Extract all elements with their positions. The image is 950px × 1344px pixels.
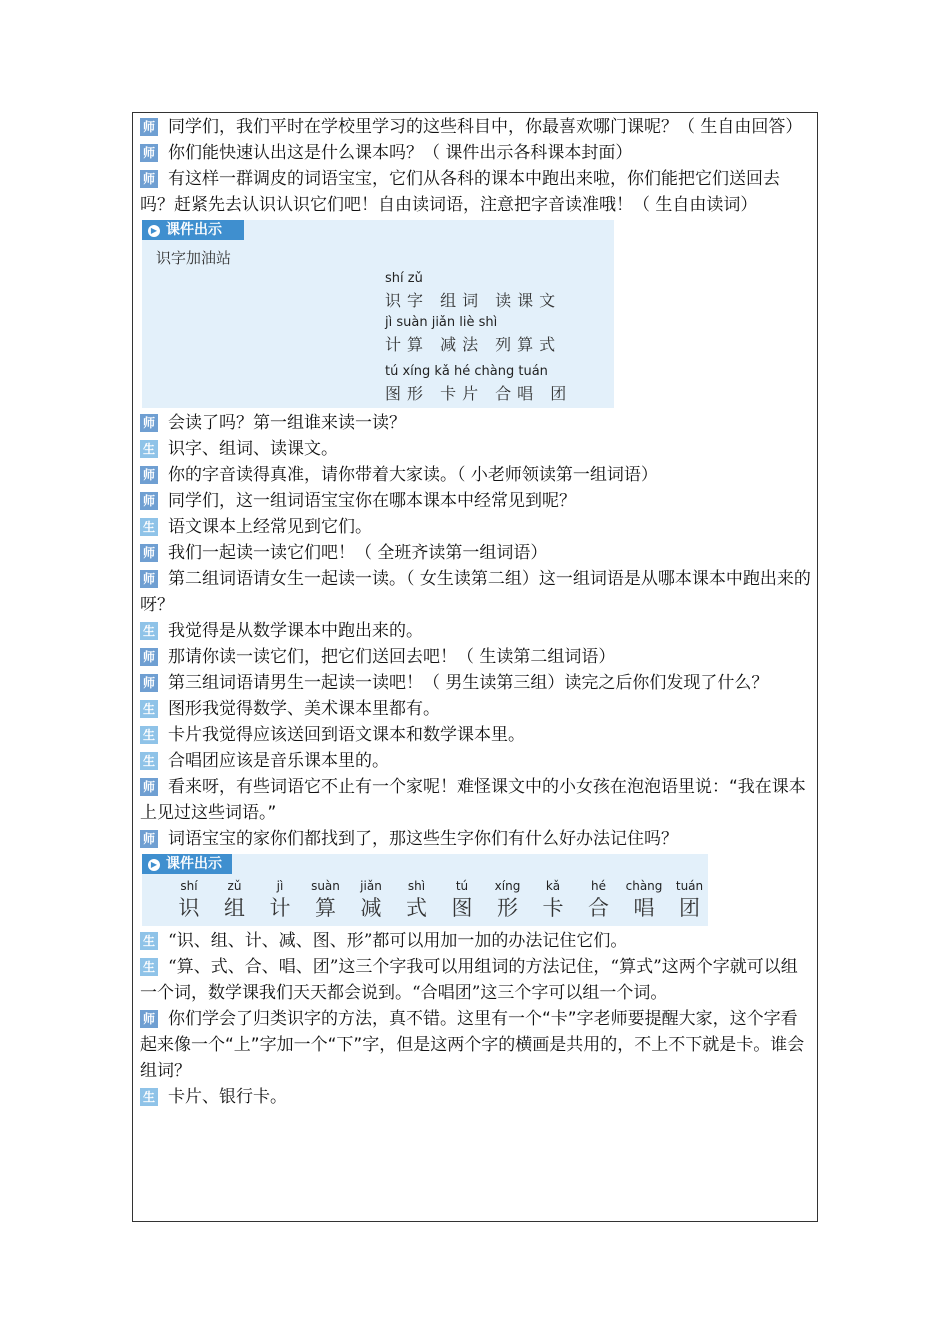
dialog-line: 生 图形我觉得数学、美术课本里都有。 [140, 696, 812, 722]
dialog-line: 师 那请你读一读它们，把它们送回去吧！（ 生读第二组词语） [140, 644, 812, 670]
dialog-line: 生 “算、式、合、唱、团”这三个字我可以用组词的方法记住，“算式”这两个字就可以组一个词，数学课我们天天都会说到。“合唱团”这三个字可以组一个词。 [140, 957, 798, 1003]
dialog-line: 师 同学们，我们平时在学校里学习的这些科目中，你最喜欢哪门课呢？（ 生自由回答） [140, 114, 812, 140]
dialog-line: 师 你们学会了归类识字的方法，真不错。这里有一个“卡”字老师要提醒大家，这个字看起来像一个“上”字加一个“下”字，但是这两个字的横画是共用的，不上不下就是卡。谁会组词？ [140, 1009, 805, 1081]
dialog-line: 生 卡片我觉得应该送回到语文课本和数学课本里。 [140, 722, 812, 748]
char-hanzi: 合 [588, 896, 609, 920]
student-badge: 生 [140, 726, 158, 744]
teacher-badge: 师 [140, 118, 158, 136]
char-hanzi: 识 [178, 896, 200, 920]
hanzi-row: 识字 组词 读课文 [385, 291, 562, 310]
teacher-badge: 师 [140, 466, 158, 484]
char-card [212, 878, 258, 922]
student-badge: 生 [140, 1088, 158, 1106]
char-card [485, 878, 531, 922]
dialog-block-2 [140, 928, 812, 1110]
char-card [166, 878, 212, 922]
courseware-panel-chars [142, 854, 708, 926]
char-card [576, 878, 622, 922]
pinyin-row: shí zǔ [385, 271, 423, 286]
dialog-line: 生 卡片、银行卡。 [140, 1084, 812, 1110]
student-badge: 生 [140, 440, 158, 458]
teacher-badge: 师 [140, 648, 158, 666]
char-card [303, 878, 349, 922]
student-badge: 生 [140, 752, 158, 770]
dialog-line: 师 有这样一群调皮的词语宝宝，它们从各科的课本中跑出来啦，你们能把它们送回去吗？赶紧先去认识认识它们吧！自由读词语，注意把字音读准哦！（ 生自由读词） [140, 169, 780, 215]
play-icon: ▶ [148, 859, 160, 871]
char-pinyin: shì [407, 879, 426, 893]
dialog-line: 师 第二组词语请女生一起读一读。（ 女生读第二组）这一组词语是从哪本课本中跑出来的呀？ [140, 569, 811, 615]
student-badge: 生 [140, 958, 158, 976]
teacher-badge: 师 [140, 144, 158, 162]
char-pinyin: chàng [625, 879, 663, 893]
char-hanzi: 形 [497, 896, 518, 920]
char-hanzi: 算 [315, 896, 336, 920]
teacher-badge: 师 [140, 414, 158, 432]
char-pinyin: suàn [311, 879, 340, 893]
char-card [348, 878, 394, 922]
teacher-badge: 师 [140, 674, 158, 692]
char-card [530, 878, 576, 922]
student-badge: 生 [140, 518, 158, 536]
dialog-line: 师 会读了吗？第一组谁来读一读？ [140, 410, 812, 436]
char-hanzi: 团 [679, 896, 700, 920]
word-group-1 [385, 270, 561, 311]
dialog-line: 师 我们一起读一读它们吧！（ 全班齐读第一组词语） [140, 540, 812, 566]
teacher-badge: 师 [140, 778, 158, 796]
char-hanzi: 减 [360, 896, 382, 920]
pinyin-row: tú xíng kǎ hé chàng tuán [385, 364, 548, 379]
pinyin-row: jì suàn jiǎn liè shì [385, 315, 498, 330]
char-pinyin: hé [591, 879, 606, 893]
station-title: 识字加油站 [156, 249, 232, 267]
teacher-badge: 师 [140, 170, 158, 188]
student-badge: 生 [140, 622, 158, 640]
char-hanzi: 卡 [542, 896, 564, 920]
student-badge: 生 [140, 932, 158, 950]
teacher-badge: 师 [140, 544, 158, 562]
dialog-line: 师 第三组词语请男生一起读一读吧！（ 男生读第三组）读完之后你们发现了什么？ [140, 670, 812, 696]
word-group-2 [385, 314, 561, 355]
dialog-line: 生 语文课本上经常见到它们。 [140, 514, 812, 540]
char-card [621, 878, 667, 922]
teacher-badge: 师 [140, 492, 158, 510]
dialog-line: 师 看来呀，有些词语它不止有一个家呢！难怪课文中的小女孩在泡泡语里说：“我在课本上见过这些词语。” [140, 777, 806, 823]
dialog-line: 生 我觉得是从数学课本中跑出来的。 [140, 618, 812, 644]
char-pinyin: jì [276, 879, 284, 893]
char-card [257, 878, 303, 922]
lesson-content [140, 114, 812, 1110]
char-pinyin: tú [455, 879, 469, 893]
courseware-panel-words [142, 220, 614, 408]
char-hanzi: 唱 [633, 896, 655, 920]
dialog-line: 生 识字、组词、读课文。 [140, 436, 812, 462]
char-hanzi: 计 [269, 896, 291, 920]
char-pinyin: xíng [494, 879, 521, 893]
char-card [667, 878, 713, 922]
char-hanzi: 组 [224, 896, 245, 920]
char-hanzi: 图 [451, 896, 473, 920]
char-pinyin: kǎ [545, 879, 561, 893]
dialog-line: 生 “识、组、计、减、图、形”都可以用加一加的办法记住它们。 [140, 928, 812, 954]
courseware-header: ▶ 课件出示 [142, 854, 232, 874]
word-group-3 [385, 363, 572, 404]
char-hanzi: 式 [406, 896, 427, 920]
char-pinyin: tuán [675, 879, 704, 893]
char-pinyin: shí [180, 879, 198, 893]
char-card [439, 878, 485, 922]
hanzi-row: 图形 卡片 合唱 团 [385, 384, 573, 403]
hanzi-row: 计算 减法 列算式 [385, 335, 562, 354]
char-pinyin: jiǎn [360, 879, 382, 893]
teacher-badge: 师 [140, 1010, 158, 1028]
dialog-line: 师 你们能快速认出这是什么课本吗？（ 课件出示各科课本封面） [140, 140, 812, 166]
student-badge: 生 [140, 700, 158, 718]
teacher-badge: 师 [140, 830, 158, 848]
dialog-block-1 [140, 410, 812, 852]
play-icon: ▶ [148, 225, 160, 237]
teacher-badge: 师 [140, 570, 158, 588]
dialog-line: 师 同学们，这一组词语宝宝你在哪本课本中经常见到呢？ [140, 488, 812, 514]
char-pinyin: zǔ [227, 879, 242, 893]
dialog-line: 生 合唱团应该是音乐课本里的。 [140, 748, 812, 774]
courseware-header: ▶ 课件出示 [142, 220, 244, 240]
char-card [394, 878, 440, 922]
dialog-line: 师 你的字音读得真准，请你带着大家读。（ 小老师领读第一组词语） [140, 462, 812, 488]
dialog-line: 师 词语宝宝的家你们都找到了，那这些生字你们有什么好办法记住吗？ [140, 826, 812, 852]
